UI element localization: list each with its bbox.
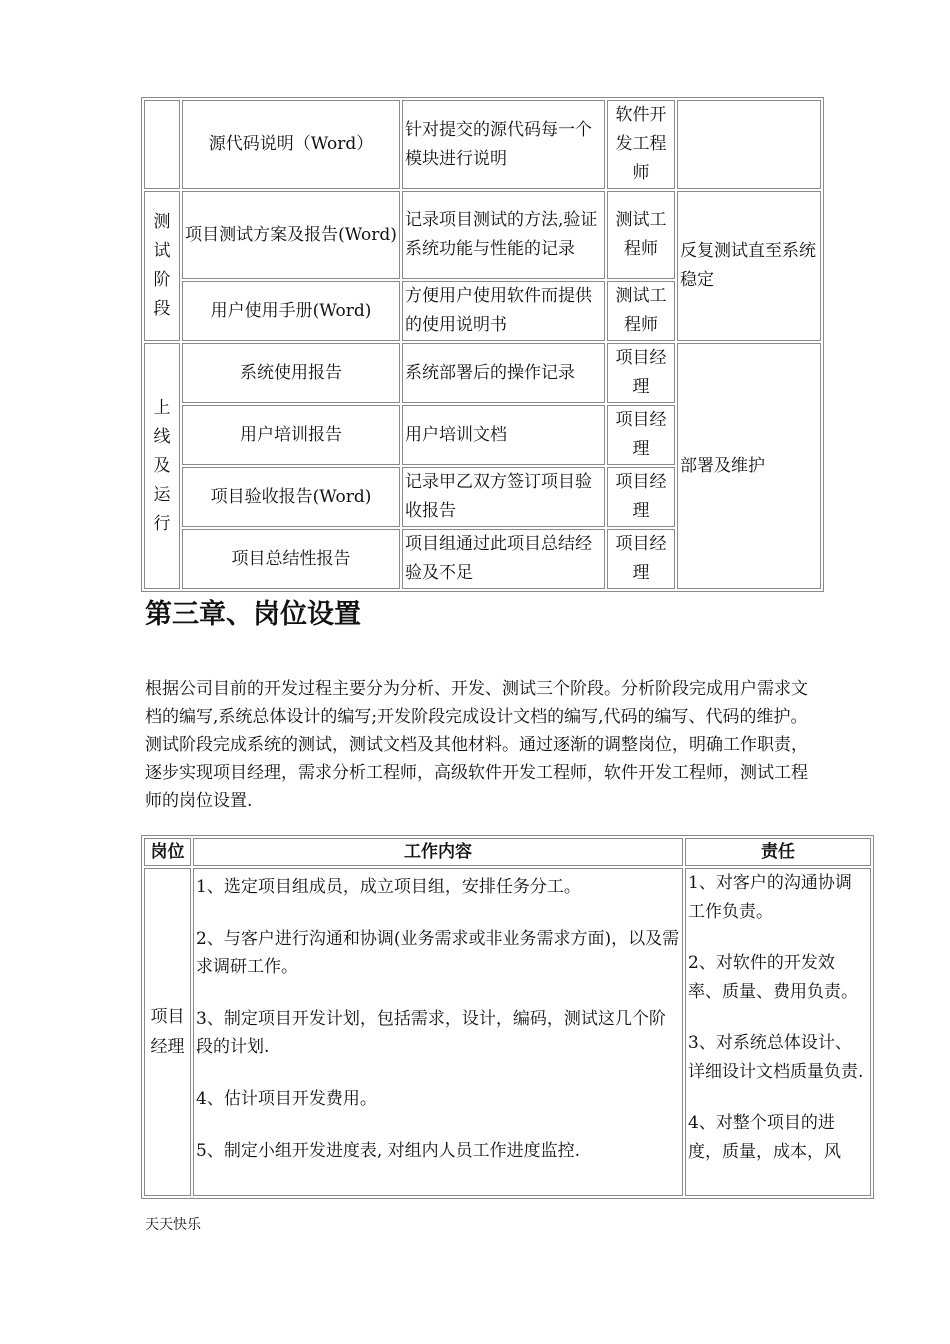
- phase-label-test: 测 试 阶 段: [144, 191, 180, 341]
- work-item: 2、与客户进行沟通和协调(业务需求或非业务需求方面)，以及需求调研工作。: [196, 929, 680, 977]
- resp-item: 2、对软件的开发效率、质量、费用负责。: [688, 953, 858, 1002]
- position-table: [141, 835, 874, 1199]
- doc-desc-cell: 方便用户使用软件而提供的使用说明书: [402, 281, 605, 341]
- doc-role-cell: 项目经理: [607, 343, 675, 403]
- doc-name-cell: 用户使用手册(Word): [182, 281, 400, 341]
- doc-name-cell: 系统使用报告: [182, 343, 400, 403]
- doc-name-cell: 用户培训报告: [182, 405, 400, 465]
- position-cell: 项目经理: [144, 868, 191, 1196]
- doc-role-cell: 测试工程师: [607, 281, 675, 341]
- work-content-cell: [193, 868, 683, 1196]
- phase-note-online: 部署及维护: [677, 343, 821, 589]
- resp-item: 3、对系统总体设计、详细设计文档质量负责.: [688, 1033, 864, 1082]
- doc-desc-cell: 用户培训文档: [402, 405, 605, 465]
- doc-desc-cell: 记录项目测试的方法,验证系统功能与性能的记录: [402, 191, 605, 279]
- table-row: [144, 343, 821, 403]
- work-item: 4、估计项目开发费用。: [196, 1089, 377, 1109]
- doc-desc-cell: 系统部署后的操作记录: [402, 343, 605, 403]
- table-row: [144, 191, 821, 279]
- table-row: [144, 100, 821, 189]
- doc-name-cell: 项目测试方案及报告(Word): [182, 191, 400, 279]
- doc-role-cell: 软件开发工程师: [607, 100, 675, 189]
- table-header-row: [144, 838, 871, 866]
- doc-role-cell: 测试工程师: [607, 191, 675, 279]
- phase-note-test: 反复测试直至系统稳定: [677, 191, 821, 341]
- header-resp: 责任: [685, 838, 871, 866]
- chapter-title: 第三章、岗位设置: [145, 599, 361, 630]
- responsibility-cell: [685, 868, 871, 1196]
- work-item: 5、制定小组开发进度表, 对组内人员工作进度监控.: [196, 1141, 581, 1161]
- doc-desc-cell: 针对提交的源代码每一个模块进行说明: [402, 100, 605, 189]
- doc-desc-cell: 记录甲乙双方签订项目验收报告: [402, 467, 605, 527]
- resp-item: 1、对客户的沟通协调工作负责。: [688, 873, 852, 922]
- doc-name-cell: 项目验收报告(Word): [182, 467, 400, 527]
- doc-note-cell-empty: [677, 100, 821, 189]
- work-item: 3、制定项目开发计划，包括需求，设计，编码，测试这几个阶段的计划.: [196, 1009, 666, 1057]
- document-matrix-table: [141, 97, 824, 592]
- doc-role-cell: 项目经理: [607, 529, 675, 589]
- phase-label-online: 上 线 及 运 行: [144, 343, 180, 589]
- header-work: 工作内容: [193, 838, 683, 866]
- page-footer: 天天快乐: [145, 1217, 201, 1233]
- table-row: [144, 868, 871, 1196]
- doc-name-cell: 项目总结性报告: [182, 529, 400, 589]
- doc-name-cell: 源代码说明（Word）: [182, 100, 400, 189]
- work-item: 1、选定项目组成员，成立项目组，安排任务分工。: [196, 877, 581, 897]
- resp-item: 4、对整个项目的进度，质量，成本，风: [688, 1113, 841, 1162]
- phase-cell-empty: [144, 100, 180, 189]
- doc-role-cell: 项目经理: [607, 467, 675, 527]
- header-position: 岗位: [144, 838, 191, 866]
- intro-paragraph: 根据公司目前的开发过程主要分为分析、开发、测试三个阶段。分析阶段完成用户需求文档的编写,系统总体设计的编写;开发阶段完成设计文档的编写,代码的编写、代码的维护。测试阶段完成系统的测试，测试文档及其他材料。通过逐渐的调整岗位，明确工作职责，逐步实现项目经理，需求分析工程师，高级软件开发工程师，软件开发工程师，测试工程师的岗位设置.: [145, 679, 808, 811]
- doc-desc-cell: 项目组通过此项目总结经验及不足: [402, 529, 605, 589]
- doc-role-cell: 项目经理: [607, 405, 675, 465]
